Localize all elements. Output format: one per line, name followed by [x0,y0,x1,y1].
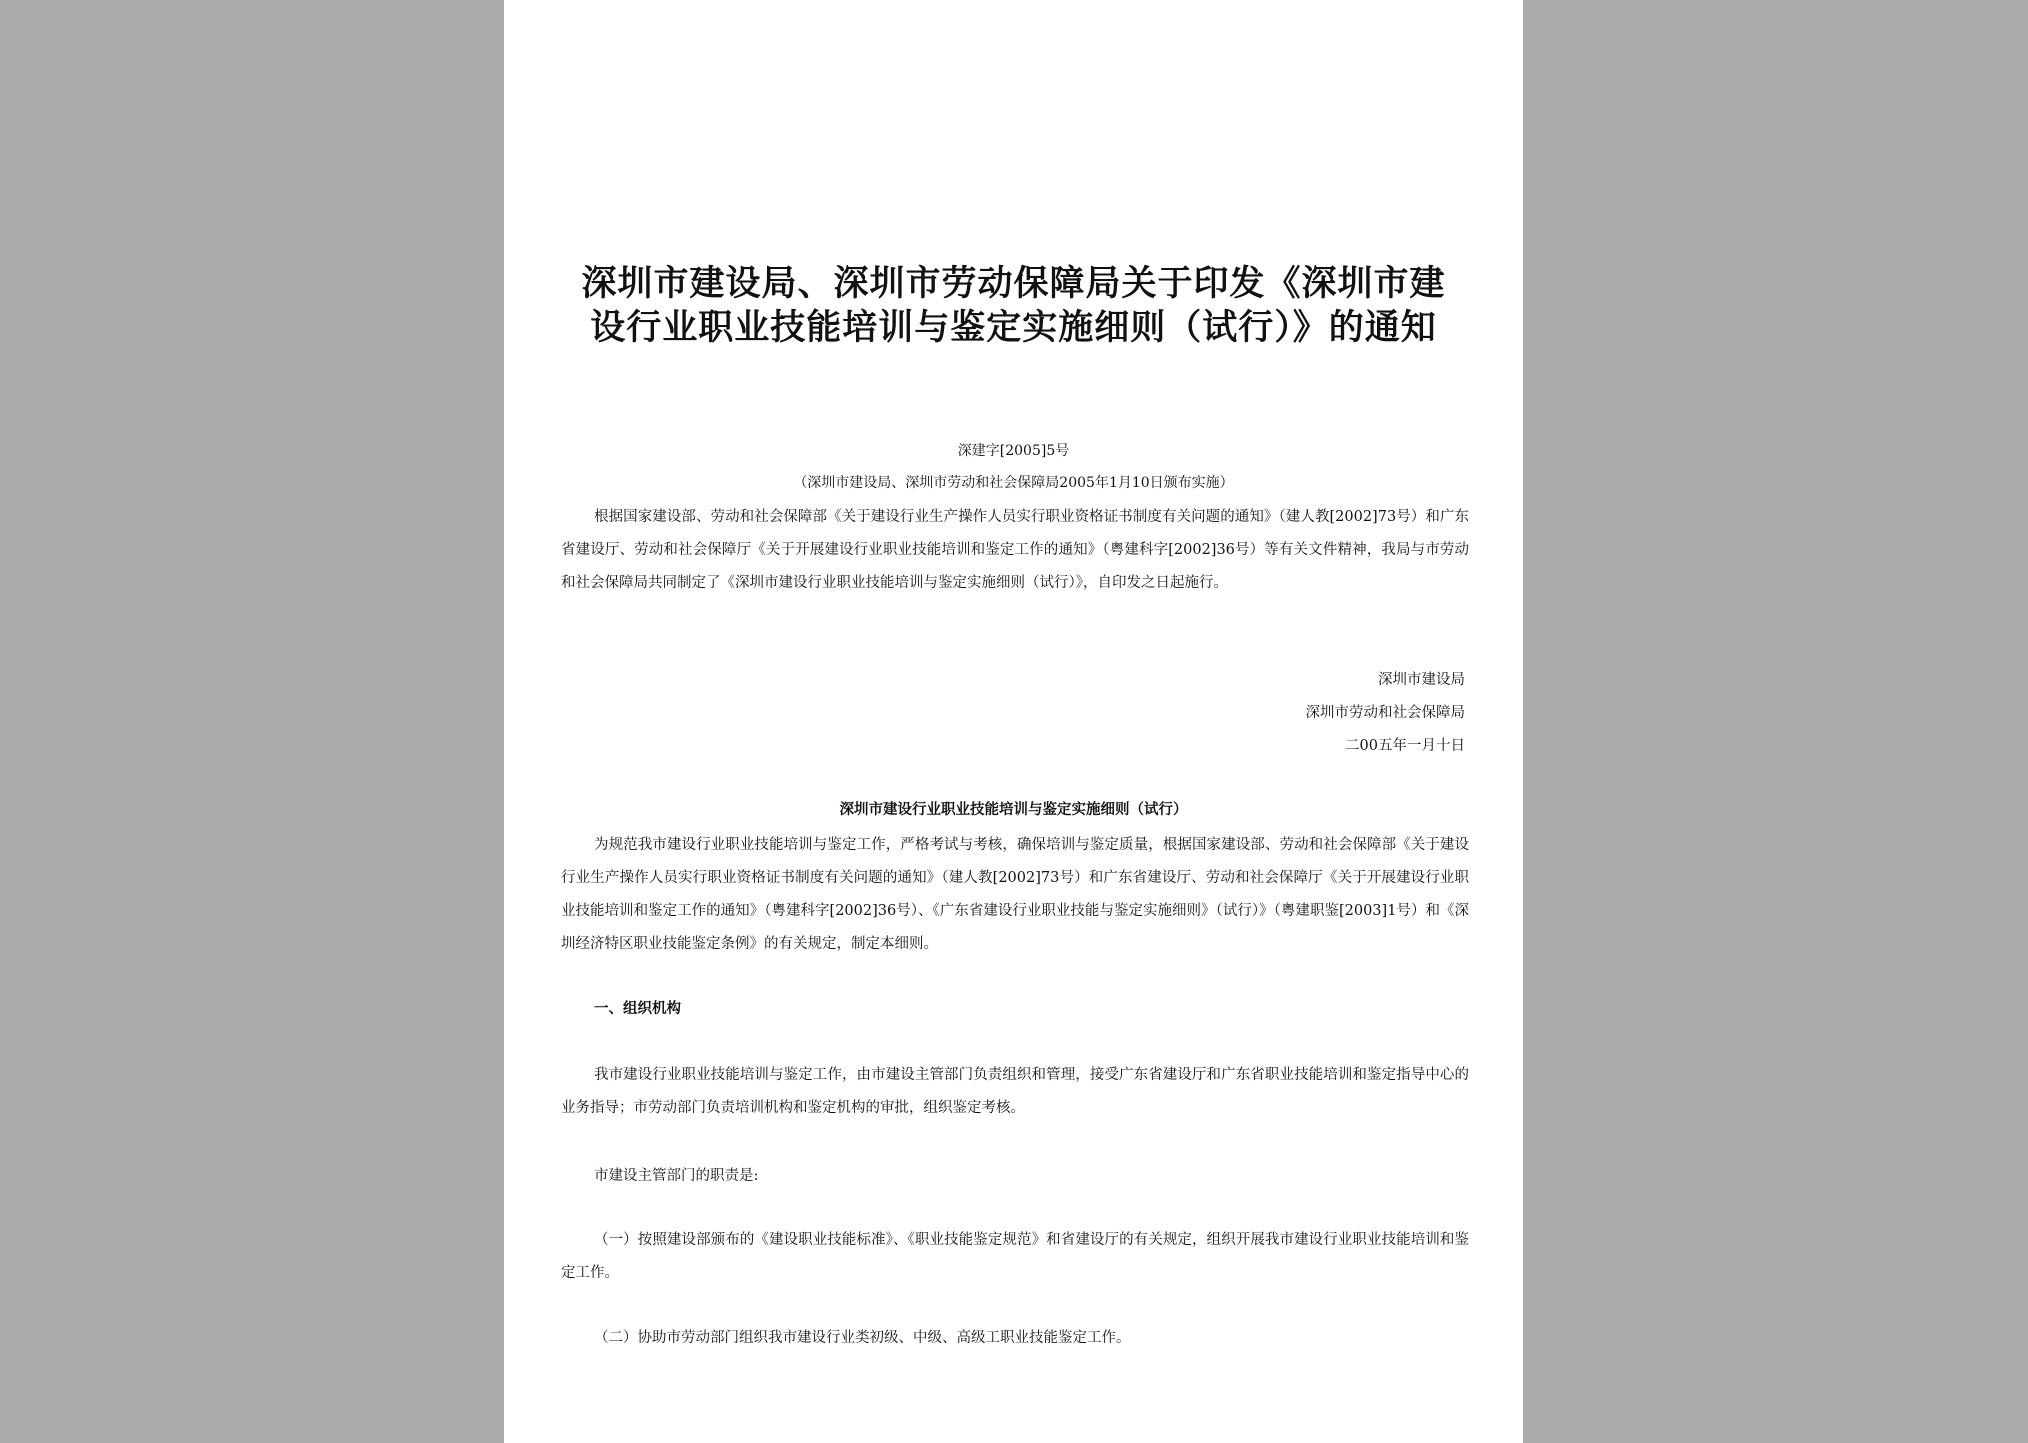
section-1-heading: 一、组织机构 [594,1001,681,1017]
section-1-paragraph: 我市建设行业职业技能培训与鉴定工作，由市建设主管部门负责组织和管理，接受广东省建设厅和广东省职业技能培训和鉴定指导中心的业务指导；市劳动部门负责培训机构和鉴定机构的审批，组织鉴定考核。 [561,1067,1469,1116]
signature-org-2: 深圳市劳动和社会保障局 [1305,705,1465,721]
document-page [504,0,1523,1443]
document-title [554,262,1473,350]
intro-paragraph: 根据国家建设部、劳动和社会保障部《关于建设行业生产操作人员实行职业资格证书制度有关问题的通知》（建人教[2002]73号）和广东省建设厅、劳动和社会保障厅《关于开展建设行业职业技能培训和鉴定工作的通知》（粤建科字[2002]36号）等有关文件精神，我局与市劳动和社会保障局共同制定了《深圳市建设行业职业技能培训与鉴定实施细则（试行）》，自印发之日起施行。 [561,509,1469,591]
signature-org-1: 深圳市建设局 [1378,672,1465,688]
duty-item-2: （二）协助市劳动部门组织我市建设行业类初级、中级、高级工职业技能鉴定工作。 [594,1330,1131,1346]
rules-title: 深圳市建设行业职业技能培训与鉴定实施细则（试行） [839,802,1188,818]
rules-preamble: 为规范我市建设行业职业技能培训与鉴定工作，严格考试与考核，确保培训与鉴定质量，根据国家建设部、劳动和社会保障部《关于建设行业生产操作人员实行职业资格证书制度有关问题的通知》（建人教[2002]73号）和广东省建设厅、劳动和社会保障厅《关于开展建设行业职业技能培训和鉴定工作的通知》（粤建科字[2002]36号）、《广东省建设行业职业技能与鉴定实施细则》（试行）》（粤建职鉴[2003]1号）和《深圳经济特区职业技能鉴定条例》的有关规定，制定本细则。 [561,837,1469,952]
signature-block [1306,664,1466,763]
duties-intro: 市建设主管部门的职责是: [594,1168,759,1184]
signature-date: 二00五年一月十日 [1345,738,1465,754]
duty-item-1: （一）按照建设部颁布的《建设职业技能标准》、《职业技能鉴定规范》和省建设厅的有关规定，组织开展我市建设行业职业技能培训和鉴定工作。 [561,1232,1469,1281]
document-number: 深建字[2005]5号 [957,443,1070,459]
issued-note: （深圳市建设局、深圳市劳动和社会保障局2005年1月10日颁布实施） [793,475,1234,491]
title-line-1: 深圳市建设局、深圳市劳动保障局关于印发《深圳市建 [581,264,1446,304]
title-line-2: 设行业职业技能培训与鉴定实施细则（试行）》的通知 [590,308,1437,348]
